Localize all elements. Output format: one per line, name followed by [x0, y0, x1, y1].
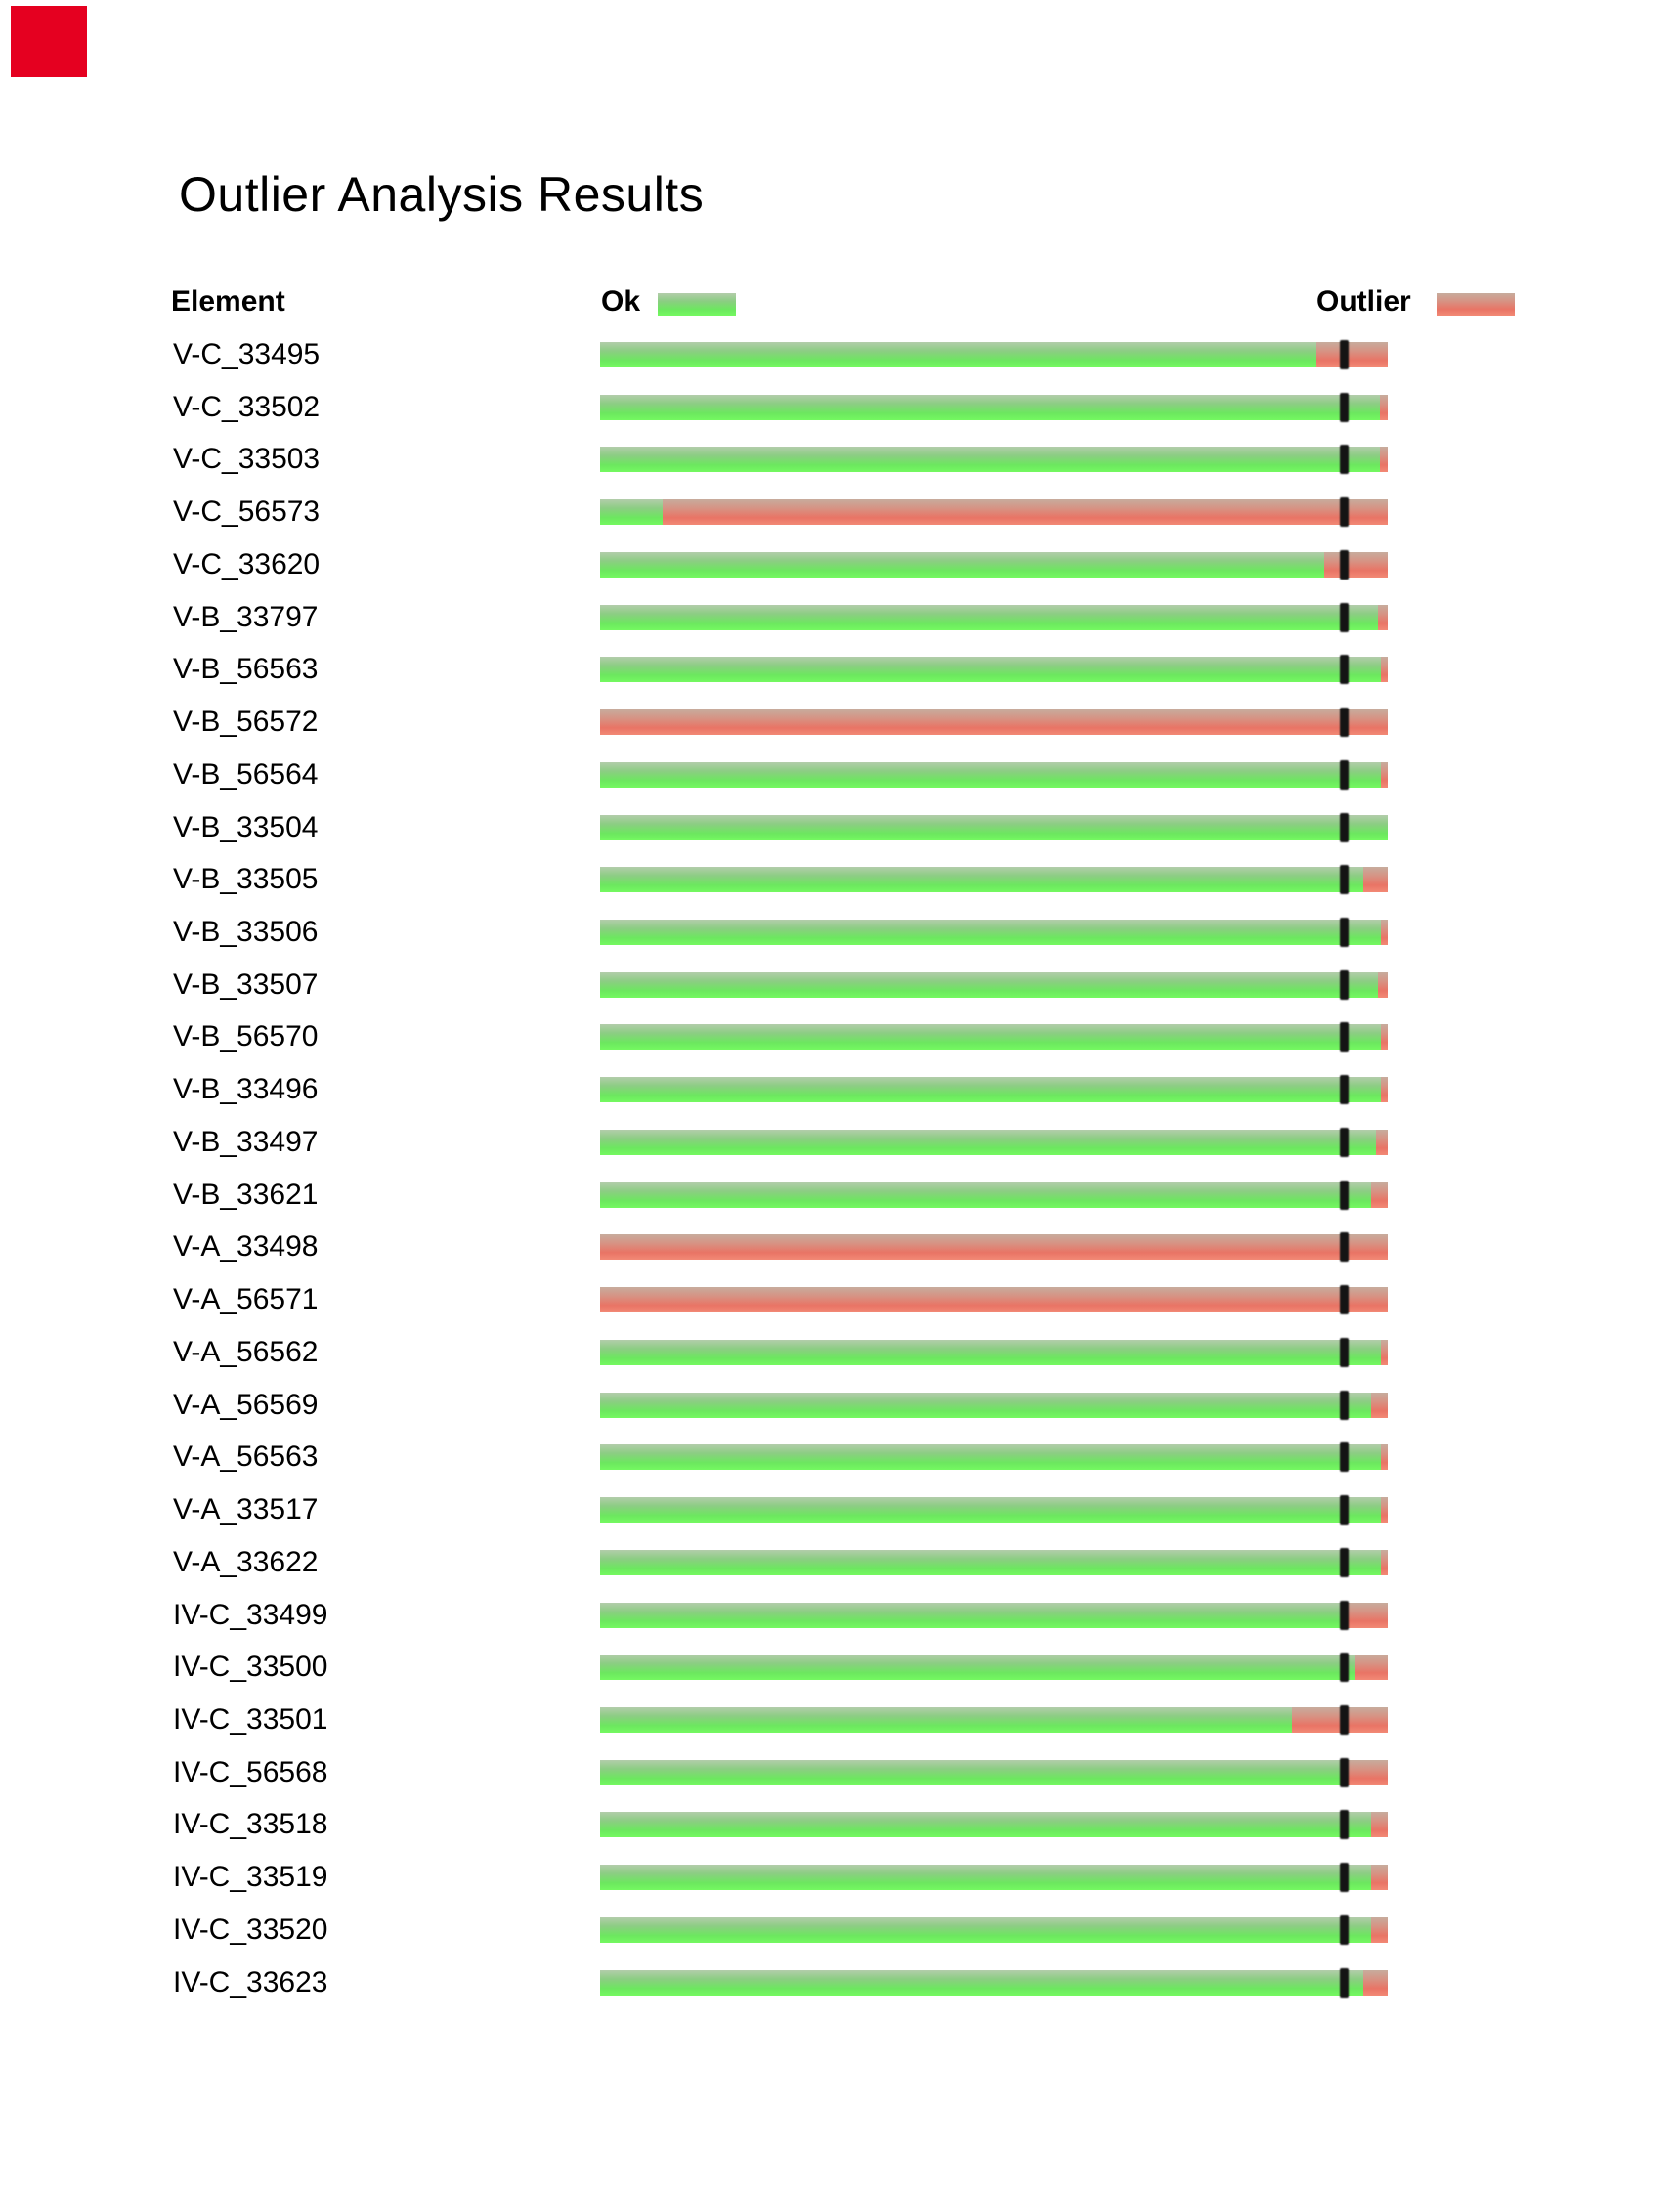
threshold-marker — [1340, 1338, 1349, 1367]
table-row — [0, 1388, 1680, 1421]
threshold-marker — [1340, 1653, 1349, 1682]
table-row — [0, 967, 1680, 1001]
status-bar — [600, 552, 1388, 578]
ok-segment — [600, 395, 1380, 420]
threshold-marker — [1340, 918, 1349, 947]
status-bar — [600, 1917, 1388, 1943]
threshold-marker — [1340, 1128, 1349, 1157]
outlier-segment — [600, 709, 1388, 735]
threshold-marker — [1340, 497, 1349, 527]
threshold-marker — [1340, 603, 1349, 632]
outlier-segment — [1316, 342, 1388, 367]
table-row — [0, 1493, 1680, 1526]
table-row — [0, 600, 1680, 633]
outlier-segment — [1355, 1655, 1388, 1680]
element-label: IV-C_33520 — [173, 1913, 328, 1946]
element-label: V-B_33505 — [173, 863, 319, 896]
element-label: V-B_56570 — [173, 1020, 319, 1053]
ok-segment — [600, 1812, 1371, 1837]
element-label: IV-C_33501 — [173, 1702, 328, 1736]
bar-rows-container — [0, 338, 1680, 2052]
ok-segment — [600, 972, 1378, 998]
legend-ok-swatch — [658, 293, 736, 316]
outlier-segment — [1381, 1340, 1388, 1365]
element-label: V-A_56569 — [173, 1388, 319, 1421]
outlier-segment — [1381, 1550, 1388, 1575]
outlier-segment — [1381, 1024, 1388, 1050]
ok-segment — [600, 1865, 1371, 1890]
ok-segment — [600, 920, 1381, 945]
status-bar — [600, 447, 1388, 472]
table-row — [0, 1335, 1680, 1368]
threshold-marker — [1340, 1968, 1349, 1998]
ok-segment — [600, 552, 1324, 578]
ok-segment — [600, 1603, 1347, 1628]
threshold-marker — [1340, 708, 1349, 737]
table-row — [0, 916, 1680, 949]
ok-segment — [600, 657, 1381, 682]
threshold-marker — [1340, 655, 1349, 684]
threshold-marker — [1340, 1075, 1349, 1104]
threshold-marker — [1340, 1232, 1349, 1262]
table-row — [0, 757, 1680, 791]
table-row — [0, 390, 1680, 423]
threshold-marker — [1340, 1548, 1349, 1577]
outlier-segment — [1381, 1077, 1388, 1102]
table-row — [0, 1125, 1680, 1158]
table-row — [0, 338, 1680, 370]
table-row — [0, 1913, 1680, 1946]
table-row — [0, 706, 1680, 739]
status-bar — [600, 1812, 1388, 1837]
threshold-marker — [1340, 1810, 1349, 1839]
threshold-marker — [1340, 760, 1349, 790]
element-label: V-C_33503 — [173, 443, 321, 476]
threshold-marker — [1340, 970, 1349, 1000]
status-bar — [600, 1287, 1388, 1312]
table-row — [0, 1440, 1680, 1474]
threshold-marker — [1340, 393, 1349, 422]
ok-segment — [600, 1550, 1381, 1575]
status-bar — [600, 1707, 1388, 1733]
status-bar — [600, 395, 1388, 420]
status-bar — [600, 499, 1388, 525]
status-bar — [600, 1603, 1388, 1628]
status-bar — [600, 1077, 1388, 1102]
element-label: V-C_33495 — [173, 338, 321, 370]
outlier-segment — [1363, 867, 1388, 892]
status-bar — [600, 867, 1388, 892]
table-row — [0, 1755, 1680, 1788]
table-row — [0, 653, 1680, 686]
table-row — [0, 1598, 1680, 1631]
outlier-segment — [1381, 1497, 1388, 1523]
ok-segment — [600, 447, 1380, 472]
outlier-segment — [1378, 972, 1388, 998]
status-bar — [600, 1024, 1388, 1050]
outlier-segment — [1381, 762, 1388, 788]
ok-segment — [600, 1917, 1371, 1943]
status-bar — [600, 1760, 1388, 1785]
status-bar — [600, 1497, 1388, 1523]
element-label: V-A_56571 — [173, 1283, 319, 1316]
element-label: IV-C_33500 — [173, 1651, 328, 1684]
threshold-marker — [1340, 1391, 1349, 1420]
table-row — [0, 810, 1680, 843]
element-label: IV-C_56568 — [173, 1755, 328, 1788]
outlier-segment — [1371, 1917, 1388, 1943]
status-bar — [600, 815, 1388, 840]
status-bar — [600, 1234, 1388, 1260]
element-label: IV-C_33519 — [173, 1861, 328, 1894]
element-label: V-A_56563 — [173, 1440, 319, 1474]
status-bar — [600, 762, 1388, 788]
status-bar — [600, 709, 1388, 735]
element-label: V-A_33498 — [173, 1230, 319, 1264]
table-row — [0, 1178, 1680, 1211]
outlier-segment — [600, 1287, 1388, 1312]
page-title: Outlier Analysis Results — [179, 167, 705, 222]
status-bar — [600, 1550, 1388, 1575]
legend-outlier-label: Outlier — [1316, 285, 1411, 318]
ok-segment — [600, 1970, 1363, 1996]
table-row — [0, 495, 1680, 529]
legend-ok-label: Ok — [601, 285, 641, 318]
threshold-marker — [1340, 340, 1349, 369]
ok-segment — [600, 1182, 1371, 1208]
status-bar — [600, 1393, 1388, 1418]
element-label: IV-C_33499 — [173, 1598, 328, 1631]
ok-segment — [600, 1444, 1381, 1470]
table-row — [0, 1808, 1680, 1841]
outlier-segment — [1381, 920, 1388, 945]
ok-segment — [600, 1707, 1292, 1733]
element-label: V-B_56563 — [173, 653, 319, 686]
ok-segment — [600, 1655, 1355, 1680]
outlier-segment — [1371, 1812, 1388, 1837]
element-label: V-B_33497 — [173, 1125, 319, 1158]
legend-outlier-swatch — [1437, 293, 1515, 316]
threshold-marker — [1340, 1915, 1349, 1945]
element-label: V-A_33517 — [173, 1493, 319, 1526]
element-label: V-B_56572 — [173, 706, 319, 739]
threshold-marker — [1340, 1442, 1349, 1472]
status-bar — [600, 1444, 1388, 1470]
ok-segment — [600, 1340, 1381, 1365]
threshold-marker — [1340, 813, 1349, 842]
status-bar — [600, 1130, 1388, 1155]
status-bar — [600, 1182, 1388, 1208]
threshold-marker — [1340, 1495, 1349, 1525]
element-label: V-B_56564 — [173, 757, 319, 791]
outlier-segment — [1381, 657, 1388, 682]
element-label: V-B_33621 — [173, 1178, 319, 1211]
outlier-segment — [1380, 395, 1388, 420]
outlier-segment — [663, 499, 1388, 525]
status-bar — [600, 1655, 1388, 1680]
element-label: V-B_33506 — [173, 916, 319, 949]
ok-segment — [600, 815, 1388, 840]
ok-segment — [600, 1760, 1347, 1785]
element-label: IV-C_33518 — [173, 1808, 328, 1841]
column-header-element: Element — [171, 285, 285, 318]
table-row — [0, 1861, 1680, 1894]
element-label: V-B_33797 — [173, 600, 319, 633]
outlier-segment — [1371, 1393, 1388, 1418]
table-row — [0, 1230, 1680, 1264]
ok-segment — [600, 1130, 1376, 1155]
status-bar — [600, 920, 1388, 945]
threshold-marker — [1340, 1758, 1349, 1787]
outlier-segment — [1347, 1603, 1388, 1628]
table-row — [0, 443, 1680, 476]
status-bar — [600, 1865, 1388, 1890]
ok-segment — [600, 499, 663, 525]
status-bar — [600, 342, 1388, 367]
table-row — [0, 1702, 1680, 1736]
outlier-segment — [1381, 1444, 1388, 1470]
element-label: V-B_33496 — [173, 1073, 319, 1106]
threshold-marker — [1340, 1863, 1349, 1892]
element-label: V-C_56573 — [173, 495, 321, 529]
outlier-segment — [1371, 1865, 1388, 1890]
element-label: V-C_33502 — [173, 390, 321, 423]
element-label: V-A_33622 — [173, 1545, 319, 1578]
ok-segment — [600, 867, 1363, 892]
threshold-marker — [1340, 1705, 1349, 1735]
ok-segment — [600, 1393, 1371, 1418]
threshold-marker — [1340, 1601, 1349, 1630]
table-row — [0, 1020, 1680, 1053]
outlier-segment — [1324, 552, 1388, 578]
threshold-marker — [1340, 1285, 1349, 1314]
table-row — [0, 1965, 1680, 1999]
threshold-marker — [1340, 1022, 1349, 1052]
outlier-segment — [1380, 447, 1388, 472]
table-row — [0, 1545, 1680, 1578]
outlier-segment — [1371, 1182, 1388, 1208]
outlier-segment — [600, 1234, 1388, 1260]
ok-segment — [600, 1077, 1381, 1102]
table-row — [0, 547, 1680, 580]
table-row — [0, 863, 1680, 896]
ok-segment — [600, 762, 1381, 788]
status-bar — [600, 972, 1388, 998]
ok-segment — [600, 1497, 1381, 1523]
table-row — [0, 1073, 1680, 1106]
status-bar — [600, 657, 1388, 682]
status-bar — [600, 1970, 1388, 1996]
outlier-segment — [1347, 1760, 1388, 1785]
threshold-marker — [1340, 1181, 1349, 1210]
ok-segment — [600, 342, 1316, 367]
status-bar — [600, 605, 1388, 630]
threshold-marker — [1340, 865, 1349, 894]
table-row — [0, 1283, 1680, 1316]
outlier-segment — [1363, 1970, 1388, 1996]
outlier-segment — [1376, 1130, 1388, 1155]
threshold-marker — [1340, 445, 1349, 474]
element-label: IV-C_33623 — [173, 1965, 328, 1999]
ok-segment — [600, 1024, 1381, 1050]
element-label: V-A_56562 — [173, 1335, 319, 1368]
element-label: V-B_33507 — [173, 967, 319, 1001]
threshold-marker — [1340, 550, 1349, 580]
ok-segment — [600, 605, 1378, 630]
element-label: V-C_33620 — [173, 547, 321, 580]
element-label: V-B_33504 — [173, 810, 319, 843]
table-row — [0, 1651, 1680, 1684]
red-corner-marker — [11, 6, 87, 77]
status-bar — [600, 1340, 1388, 1365]
outlier-segment — [1378, 605, 1388, 630]
